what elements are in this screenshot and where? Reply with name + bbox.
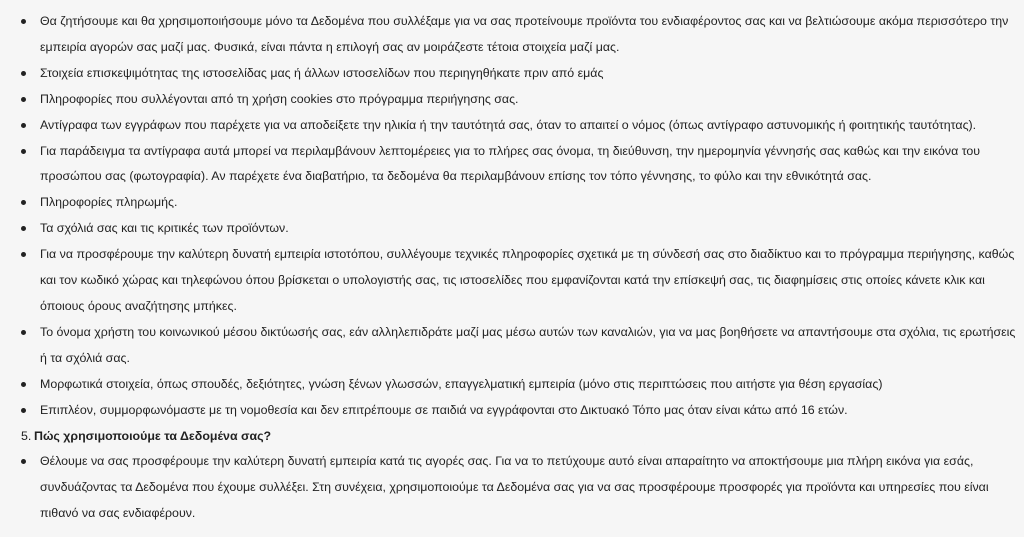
bullet-icon bbox=[21, 123, 26, 128]
bullet-icon bbox=[21, 252, 26, 257]
list-item bbox=[0, 216, 1018, 242]
list-item-text: Για παράδειγμα τα αντίγραφα αυτά μπορεί να περιλαμβάνουν λεπτομέρειες για το πλήρες σας όνομα, τη διεύθυνση, την ημερομηνία γέννησής σας καθώς και την εικόνα του προσώπου σας (φωτογραφία). Αν παρέχετε ένα διαβατήριο, τα δεδομένα θα περιλαμβάνουν επίσης τον τόπο γέννησης, το φύλο και την εθνικότητά σας. bbox=[40, 143, 981, 184]
list-item-text: Επιπλέον, συμμορφωνόμαστε με τη νομοθεσία και δεν επιτρέπουμε σε παιδιά να εγγράφονται στο Δικτυακό Τόπο μας όταν είναι κάτω από 16 ετών. bbox=[40, 402, 848, 417]
list-item bbox=[0, 61, 1018, 87]
bullet-icon bbox=[21, 19, 26, 24]
list-item-text: Το όνομα χρήστη του κοινωνικού μέσου δικτύωσής σας, εάν αλληλεπιδράτε μαζί μας μέσω αυτών των καναλιών, για να μας βοηθήσετε να απαντήσουμε στα σχόλια, τις ερωτήσεις ή τα σχόλιά σας. bbox=[40, 324, 1016, 365]
bullet-icon bbox=[21, 459, 26, 464]
list-item-text: Θέλουμε να σας προσφέρουμε την καλύτερη δυνατή εμπειρία κατά τις αγορές σας. Για να το πετύχουμε αυτό είναι απαραίτητο να αποκτήσουμε μια πλήρη εικόνα για εσάς, συνδυάζοντας τα Δεδομένα που έχουμε συλλέξει. Στη συνέχεια, χρησιμοποιούμε τα Δεδομένα σας για να σας προσφέρουμε προσφορές για προϊόντα και υπηρεσίες που είναι πιθανό να σας ενδιαφέρουν. bbox=[40, 454, 989, 521]
list-item-text: Αντίγραφα των εγγράφων που παρέχετε για να αποδείξετε την ηλικία ή την ταυτότητά σας, όταν το απαιτεί ο νόμος (όπως αντίγραφο αστυνομικής ή φοιτητικής ταυτότητας). bbox=[40, 117, 977, 132]
list-item bbox=[0, 190, 1018, 216]
list-item bbox=[0, 449, 1018, 527]
data-usage-list bbox=[0, 449, 1024, 527]
data-collected-list bbox=[0, 9, 1024, 424]
list-item bbox=[0, 320, 1018, 372]
section-number: 5. bbox=[21, 428, 32, 443]
bullet-icon bbox=[21, 330, 26, 335]
bullet-icon bbox=[21, 149, 26, 154]
bullet-icon bbox=[21, 382, 26, 387]
list-item bbox=[0, 242, 1018, 320]
list-item-text: Για να προσφέρουμε την καλύτερη δυνατή εμπειρία ιστοτόπου, συλλέγουμε τεχνικές πληροφορίες σχετικά με τη σύνδεσή σας στο διαδίκτυο και το πρόγραμμα περιήγησης, καθώς και τον κωδικό χώρας και τηλεφώνου όπου βρίσκεται ο υπολογιστής σας, τις ιστοσελίδες που εμφανίζονται κατά την επίσκεψή σας, τις διαφημίσεις στις οποίες κάνετε κλικ και όποιους όρους αναζήτησης μπήκες. bbox=[40, 247, 1015, 313]
bullet-icon bbox=[21, 71, 26, 76]
list-item bbox=[0, 87, 1018, 113]
list-item bbox=[0, 139, 1018, 191]
section-heading bbox=[0, 424, 1024, 450]
list-item-text: Τα σχόλιά σας και τις κριτικές των προϊόντων. bbox=[40, 221, 289, 236]
list-item-text: Μορφωτικά στοιχεία, όπως σπουδές, δεξιότητες, γνώση ξένων γλωσσών, επαγγελματική εμπειρία (μόνο στις περιπτώσεις που αιτήστε για θέση εργασίας) bbox=[40, 376, 883, 391]
list-item bbox=[0, 372, 1018, 398]
bullet-icon bbox=[21, 200, 26, 205]
list-item bbox=[0, 398, 1018, 424]
list-item-text: Πληροφορίες πληρωμής. bbox=[40, 195, 178, 210]
list-item-text: Στοιχεία επισκεψιμότητας της ιστοσελίδας μας ή άλλων ιστοσελίδων που περιηγηθήκατε πριν από εμάς bbox=[40, 65, 604, 80]
bullet-icon bbox=[21, 408, 26, 413]
list-item bbox=[0, 9, 1018, 61]
list-item bbox=[0, 113, 1018, 139]
bullet-icon bbox=[21, 97, 26, 102]
list-item-text: Πληροφορίες που συλλέγονται από τη χρήση cookies στο πρόγραμμα περιήγησης σας. bbox=[40, 91, 519, 106]
section-title: Πώς χρησιμοποιούμε τα Δεδομένα σας? bbox=[34, 428, 272, 443]
list-item-text: Θα ζητήσουμε και θα χρησιμοποιήσουμε μόνο τα Δεδομένα που συλλέξαμε για να σας προτείνουμε προϊόντα του ενδιαφέροντος σας και να βελτιώσουμε ακόμα περισσότερο την εμπειρία αγορών σας μαζί μας. Φυσικά, είναι πάντα η επιλογή σας αν μοιράζεστε τέτοια στοιχεία μαζί μας. bbox=[40, 14, 1009, 54]
bullet-icon bbox=[21, 226, 26, 231]
